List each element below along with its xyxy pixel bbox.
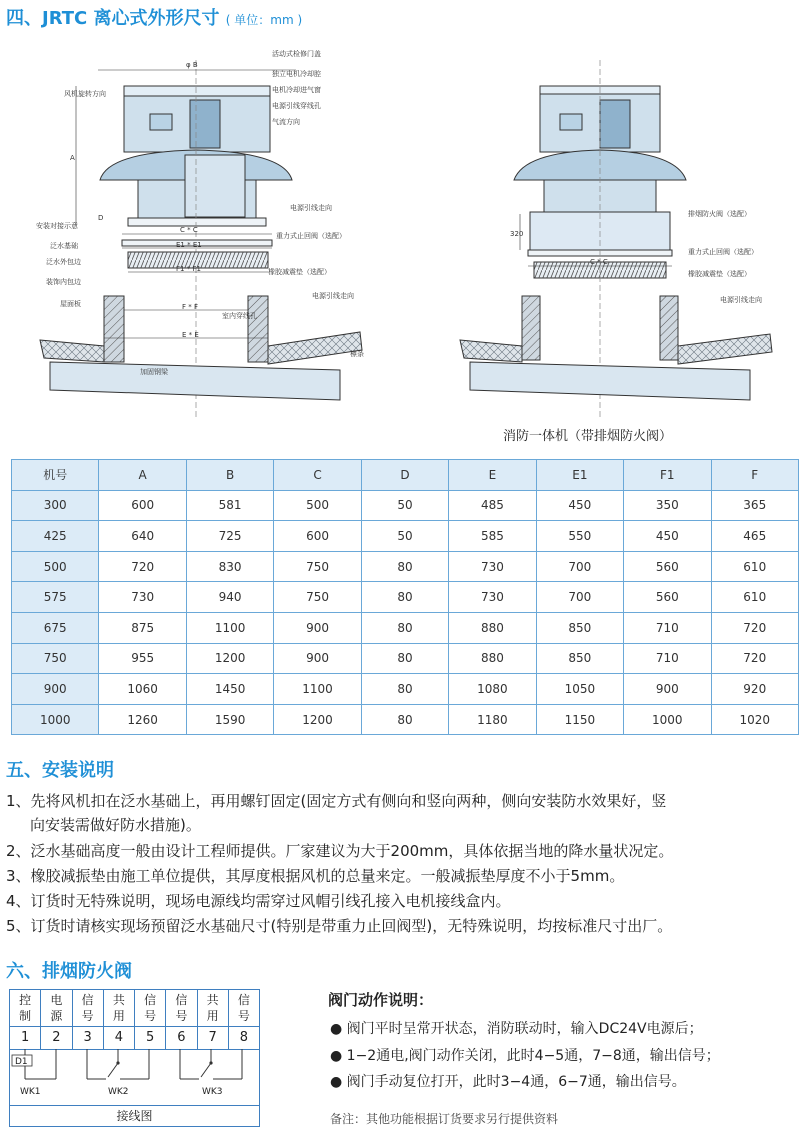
table-cell: 720 (711, 643, 799, 674)
table-cell: 50 (361, 521, 448, 552)
rbeam (470, 362, 750, 400)
install-item-4: 4、订货时无特殊说明，现场电源线均需穿过风帽引线孔接入电机接线盒内。 (6, 892, 511, 910)
table-cell: 640 (99, 521, 186, 552)
right-fire-unit-diagram (430, 40, 800, 430)
install-item-2: 2、泛水基础高度一般由设计工程师提供。厂家建议为大于200mm，具体依据当地的降水量状况定。 (6, 842, 674, 860)
dim-phiB: φ B (186, 61, 198, 69)
callout-air-out: 气流方向 (272, 118, 300, 126)
wiring-number-row (10, 1026, 259, 1050)
callout-power-dir1: 电源引线走向 (290, 204, 332, 212)
table-cell: 1200 (274, 704, 361, 735)
callout-indoor-hole: 室内穿线孔 (222, 312, 257, 320)
callout-base: 泛水基础 (50, 242, 78, 250)
wiring-num-5: 5 (135, 1027, 166, 1049)
section6-title: 六、排烟防火阀 (6, 961, 132, 982)
wiring-col-1: 控 制 (10, 990, 41, 1026)
table-cell: 365 (711, 490, 799, 521)
table-cell: 1050 (536, 674, 623, 705)
table-cell: 725 (186, 521, 273, 552)
table-cell: 80 (361, 551, 448, 582)
rcallout-rubber-pad: 橡胶减震垫（选配） (688, 270, 751, 278)
curb-left (104, 296, 124, 362)
wiring-col-8: 信 号 (237, 993, 250, 1023)
table-cell: 940 (186, 582, 273, 613)
callout-independent-cool: 独立电机冷却腔 (272, 70, 321, 78)
table-cell: 80 (361, 582, 448, 613)
valve-item-1: ● 阀门平时呈常开状态，消防联动时，输入DC24V电源后； (330, 1021, 703, 1037)
switch-wk2: WK2 (108, 1087, 129, 1097)
table-cell: 1150 (536, 704, 623, 735)
dim-FF: F * F (182, 303, 199, 311)
table-cell: 700 (536, 551, 623, 582)
table-cell: 750 (274, 582, 361, 613)
table-header-model: 机号 (12, 460, 99, 491)
rcallout-power-dir: 电源引线走向 (720, 296, 762, 304)
table-cell: 610 (711, 551, 799, 582)
table-cell: 80 (361, 674, 448, 705)
table-cell: 850 (536, 643, 623, 674)
table-cell: 720 (711, 612, 799, 643)
rmotor-box (560, 114, 582, 130)
rcallout-smoke-valve: 排烟防火阀（选配） (688, 210, 751, 218)
table-cell: 920 (711, 674, 799, 705)
table-cell-model: 425 (12, 521, 99, 552)
callout-outer-edge: 泛水外包边 (46, 258, 81, 266)
roof-panel-right (268, 332, 362, 364)
right-diagram-caption: 消防一体机（带排烟防火阀） (503, 429, 673, 444)
table-cell: 560 (624, 551, 711, 582)
table-cell: 350 (624, 490, 711, 521)
wiring-num-6: 6 (166, 1027, 197, 1049)
callout-activity-door: 活动式检修门盖 (272, 50, 321, 58)
table-header-col: C (274, 460, 361, 491)
table-cell: 1000 (624, 704, 711, 735)
dim-CC: C * C (180, 226, 198, 234)
table-cell: 875 (99, 612, 186, 643)
table-cell: 710 (624, 643, 711, 674)
remark-note: 备注：其他功能根据订货要求另行提供资料 (330, 1112, 559, 1126)
switch-wk3: WK3 (202, 1087, 223, 1097)
callout-power-hole: 电源引线穿线孔 (272, 102, 321, 110)
wiring-col-2: 电 源 (41, 990, 72, 1026)
table-cell: 1020 (711, 704, 799, 735)
table-cell: 1260 (99, 704, 186, 735)
callout-inner-edge: 装饰内包边 (46, 278, 81, 286)
left-dimension-diagram (0, 40, 400, 430)
wiring-col-7: 共 用 (198, 990, 229, 1026)
table-row (12, 674, 799, 705)
wiring-switches (10, 1049, 259, 1105)
table-row (12, 704, 799, 735)
dimension-table (11, 459, 799, 735)
wiring-num-4: 4 (104, 1027, 135, 1049)
callout-roof-panel: 屋面板 (60, 300, 81, 308)
rcurb-left (522, 296, 540, 360)
table-header-row (12, 460, 799, 491)
curb-right (248, 296, 268, 362)
wiring-col-4: 共 用 (104, 990, 135, 1026)
wiring-diagram (9, 989, 260, 1127)
motor-box (150, 114, 172, 130)
rroof-right (678, 334, 772, 364)
rcurb-right (660, 296, 678, 360)
dim-F1F1: F1 * F1 (176, 265, 201, 273)
callout-wind-dir: 风机旋转方向 (64, 90, 106, 98)
table-header-col: D (361, 460, 448, 491)
rroof-left (460, 340, 522, 362)
table-cell-model: 575 (12, 582, 99, 613)
roof-panel (40, 340, 104, 362)
table-cell-model: 675 (12, 612, 99, 643)
install-item-1-cont: 向安装需做好防水措施)。 (30, 816, 201, 834)
table-cell-model: 500 (12, 551, 99, 582)
table-cell: 1100 (274, 674, 361, 705)
wiring-num-1: 1 (10, 1027, 41, 1049)
table-cell: 600 (99, 490, 186, 521)
table-cell: 50 (361, 490, 448, 521)
table-row (12, 551, 799, 582)
table-row (12, 612, 799, 643)
table-cell: 450 (624, 521, 711, 552)
dim-D: D (98, 214, 104, 222)
table-cell-model: 900 (12, 674, 99, 705)
table-cell: 1060 (99, 674, 186, 705)
table-row (12, 490, 799, 521)
table-cell: 880 (449, 643, 536, 674)
callout-purlin: 檩条 (350, 350, 364, 358)
table-cell: 1590 (186, 704, 273, 735)
table-cell: 485 (449, 490, 536, 521)
table-cell: 850 (536, 612, 623, 643)
callout-gravity-valve: 重力式止回阀（选配） (276, 232, 346, 240)
install-item-5: 5、订货时请核实现场预留泛水基础尺寸(特别是带重力止回阀型)，无特殊说明，均按标准尺寸出厂。 (6, 917, 673, 935)
table-cell: 720 (99, 551, 186, 582)
wiring-num-8: 8 (239, 1030, 249, 1045)
wiring-col-5: 信 号 (135, 990, 166, 1026)
table-cell: 610 (711, 582, 799, 613)
rdim-320: 320 (510, 230, 524, 238)
rcallout-gravity-valve: 重力式止回阀（选配） (688, 248, 758, 256)
table-cell: 900 (274, 612, 361, 643)
table-body (12, 490, 799, 735)
table-cell: 560 (624, 582, 711, 613)
table-cell: 585 (449, 521, 536, 552)
section4-unit: ( 单位：mm ) (225, 13, 303, 27)
table-cell: 900 (624, 674, 711, 705)
table-cell: 80 (361, 612, 448, 643)
table-cell: 750 (274, 551, 361, 582)
wiring-header-row (10, 990, 259, 1026)
impeller (185, 155, 245, 217)
install-item-3: 3、橡胶减振垫由施工单位提供，其厚度根据风机的总量来定。一般减振垫厚度不小于5mm。 (6, 867, 625, 885)
dim-EE: E * E (182, 331, 199, 339)
wiring-col-6: 信 号 (166, 990, 197, 1026)
fan-top-cap (124, 86, 270, 96)
callout-steel-beam: 加固钢梁 (140, 368, 168, 376)
table-cell: 465 (711, 521, 799, 552)
callout-power-dir2: 电源引线走向 (312, 292, 354, 300)
table-cell: 730 (99, 582, 186, 613)
table-row (12, 582, 799, 613)
callout-rubber-pad: 橡胶减震垫（选配） (268, 268, 331, 276)
base-flange (128, 218, 266, 226)
table-cell: 581 (186, 490, 273, 521)
table-header-col: E1 (536, 460, 623, 491)
wiring-num-7: 7 (198, 1027, 229, 1049)
valve-action-title: 阀门动作说明： (328, 991, 434, 1009)
table-cell: 450 (536, 490, 623, 521)
table-header-col: B (186, 460, 273, 491)
table-cell: 600 (274, 521, 361, 552)
table-cell: 730 (449, 582, 536, 613)
table-cell: 1200 (186, 643, 273, 674)
table-cell: 1080 (449, 674, 536, 705)
table-cell: 710 (624, 612, 711, 643)
table-row (12, 643, 799, 674)
table-cell-model: 300 (12, 490, 99, 521)
section4-title-text: 四、JRTC 离心式外形尺寸 (6, 8, 220, 29)
wiring-num-3: 3 (73, 1027, 104, 1049)
table-cell: 80 (361, 643, 448, 674)
table-cell: 1180 (449, 704, 536, 735)
table-cell-model: 1000 (12, 704, 99, 735)
table-cell-model: 750 (12, 643, 99, 674)
dim-A: A (70, 154, 75, 162)
table-cell: 550 (536, 521, 623, 552)
install-item-1: 1、先将风机扣在泛水基础上，再用螺钉固定(固定方式有侧向和竖向两种，侧向安装防水效果好，竖 (6, 792, 667, 810)
rmotor (600, 100, 630, 148)
callout-motor-intake: 电机冷却进气窗 (272, 86, 321, 94)
rdim-CC: C * C (590, 258, 608, 266)
section5-title: 五、安装说明 (6, 760, 114, 781)
wiring-footer: 接线图 (10, 1105, 259, 1126)
motor (190, 100, 220, 148)
table-header-col: F (711, 460, 799, 491)
wiring-num-2: 2 (41, 1027, 72, 1049)
table-cell: 955 (99, 643, 186, 674)
table-cell: 730 (449, 551, 536, 582)
d1-label: D1 (15, 1057, 28, 1067)
table-header-col: A (99, 460, 186, 491)
switch-wk1: WK1 (20, 1087, 41, 1097)
valve-item-3: ● 阀门手动复位打开，此时3−4通，6−7通，输出信号。 (330, 1074, 686, 1090)
dim-E1E1: E1 * E1 (176, 241, 202, 249)
table-cell: 880 (449, 612, 536, 643)
table-cell: 1100 (186, 612, 273, 643)
table-cell: 80 (361, 704, 448, 735)
callout-install-mark: 安装对接示意 (36, 222, 78, 230)
table-cell: 900 (274, 643, 361, 674)
section4-title (6, 4, 302, 30)
table-cell: 500 (274, 490, 361, 521)
table-cell: 700 (536, 582, 623, 613)
valve-item-2: ● 1−2通电,阀门动作关闭，此时4−5通，7−8通，输出信号； (330, 1048, 720, 1064)
table-row (12, 521, 799, 552)
wiring-col-3: 信 号 (73, 990, 104, 1026)
table-header-col: E (449, 460, 536, 491)
table-cell: 830 (186, 551, 273, 582)
table-cell: 1450 (186, 674, 273, 705)
purlin-beam (50, 362, 340, 400)
table-header-col: F1 (624, 460, 711, 491)
